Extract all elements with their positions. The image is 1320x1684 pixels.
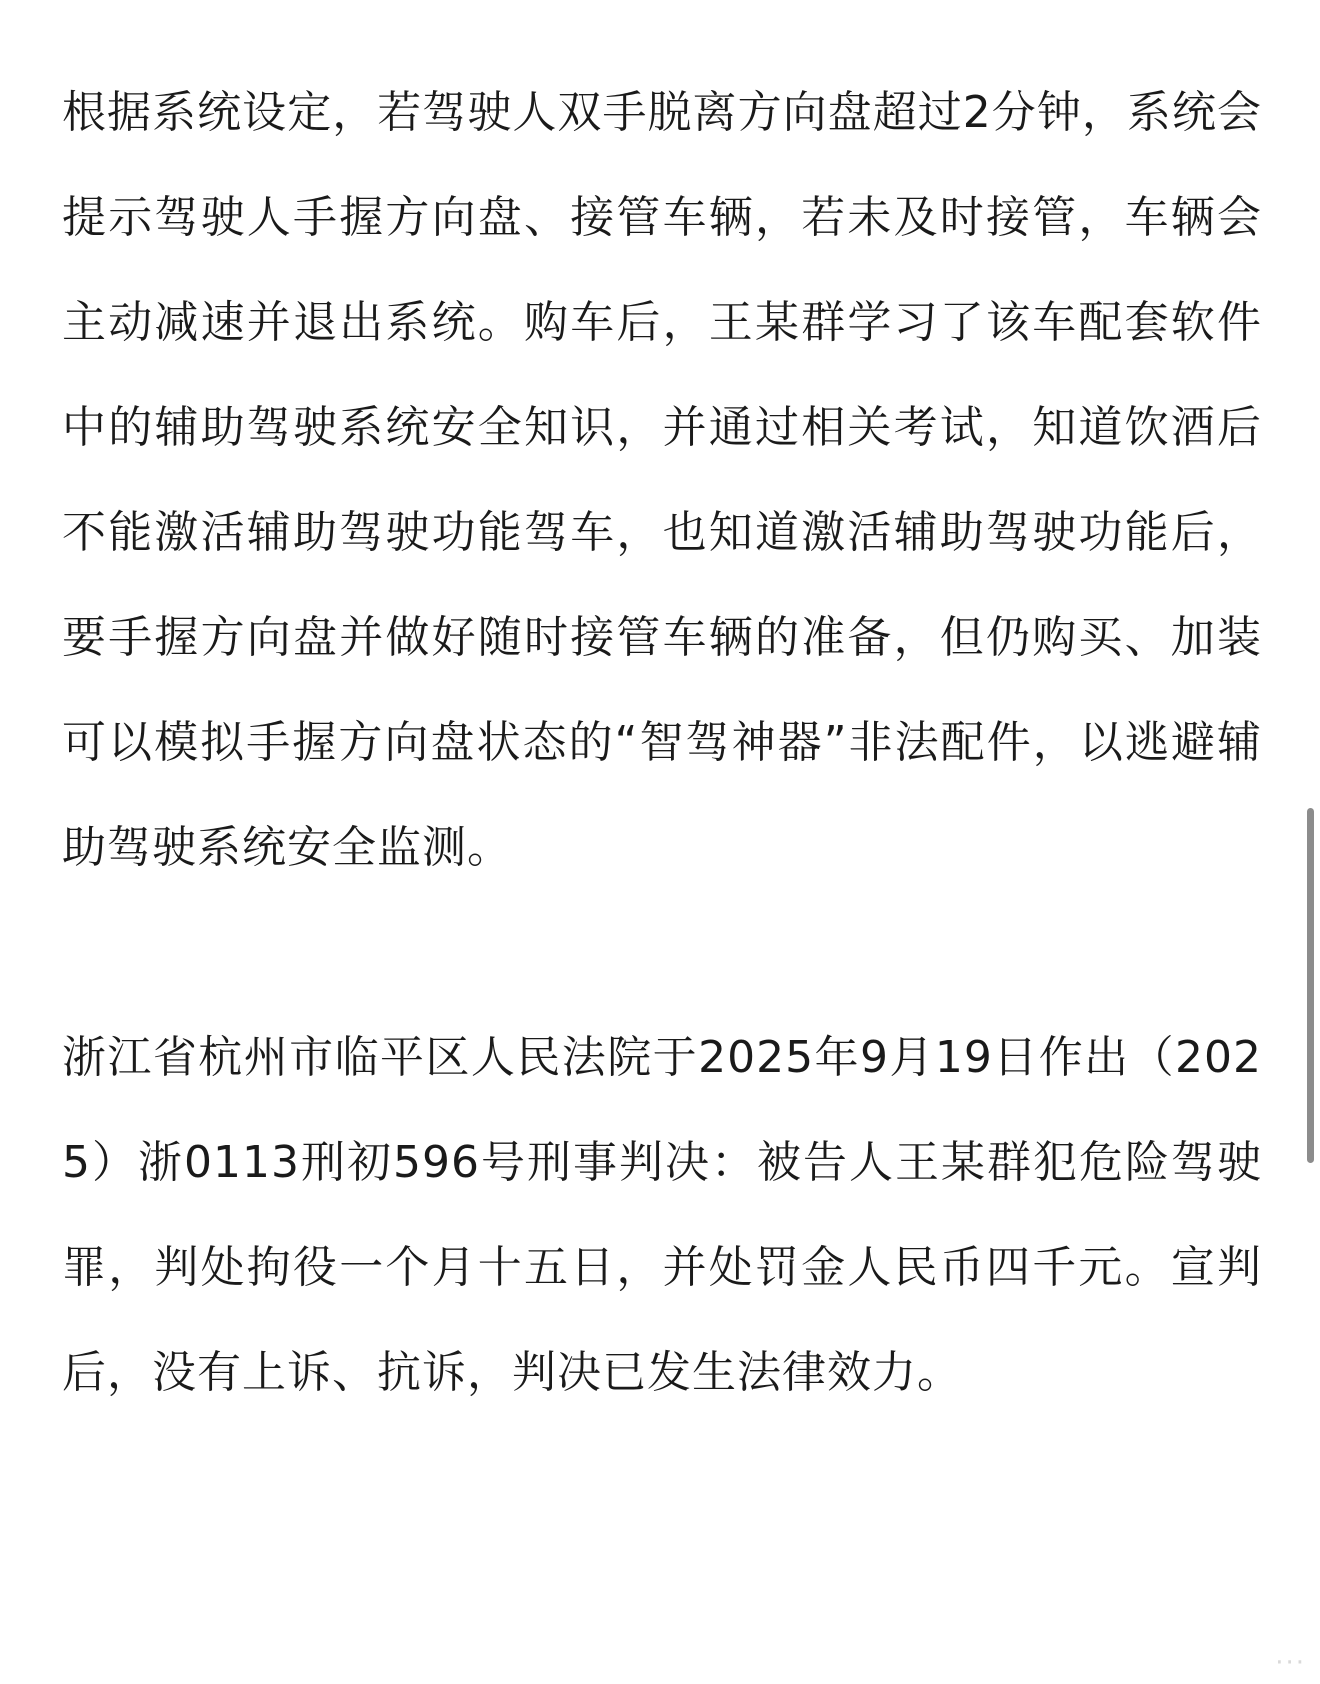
vertical-scrollbar[interactable] (1307, 808, 1314, 1163)
paragraph-system-settings: 根据系统设定，若驾驶人双手脱离方向盘超过2分钟，系统会提示驾驶人手握方向盘、接管车辆，若未及时接管，车辆会主动减速并退出系统。购车后，王某群学习了该车配套软件中的辅助驾驶系统安全知识，并通过相关考试，知道饮酒后不能激活辅助驾驶功能驾车，也知道激活辅助驾驶功能后，要手握方向盘并做好随时接管车辆的准备，但仍购买、加装可以模拟手握方向盘状态的“智驾神器”非法配件，以逃避辅助驾驶系统安全监测。 (62, 87, 1262, 873)
paragraph-court-judgment: 浙江省杭州市临平区人民法院于2025年9月19日作出（2025）浙0113刑初596号刑事判决：被告人王某群犯危险驾驶罪，判处拘役一个月十五日，并处罚金人民币四千元。宣判后，没有上诉、抗诉，判决已发生法律效力。 (62, 1032, 1262, 1398)
article-body (62, 60, 1262, 1425)
watermark: ··· (1275, 1648, 1306, 1678)
